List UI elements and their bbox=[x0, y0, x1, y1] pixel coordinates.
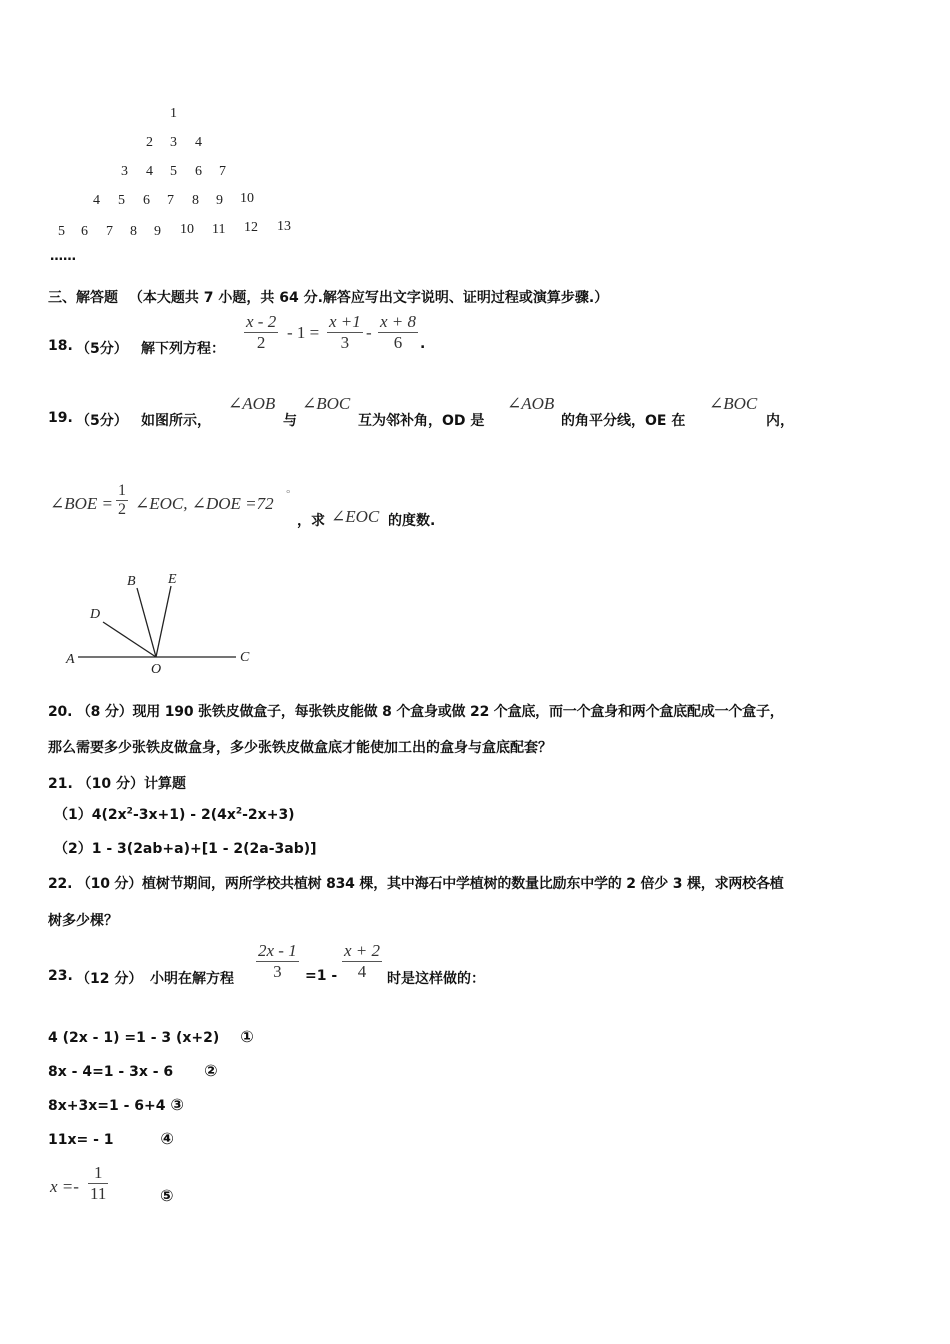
label-d: D bbox=[90, 607, 101, 622]
tri-ellipsis: …… bbox=[50, 249, 76, 264]
tri-r3-c2: 6 bbox=[143, 193, 150, 208]
q18-f1-numerator: x - 2 bbox=[246, 312, 277, 331]
section-title: 三、解答题 bbox=[48, 290, 118, 306]
tri-r4-c1: 6 bbox=[81, 224, 88, 239]
tri-r3-c6: 10 bbox=[240, 191, 254, 206]
q21-part-2 bbox=[54, 838, 317, 858]
q23-step-5-denominator: 11 bbox=[90, 1184, 107, 1203]
q23-step-5-left: x =- bbox=[50, 1177, 79, 1196]
q23-step-1-mark: ① bbox=[240, 1027, 254, 1046]
q19-text-4: 的角平分线，OE 在 bbox=[561, 413, 686, 429]
q18-fraction-1 bbox=[244, 312, 278, 353]
q23-f1-denominator: 3 bbox=[273, 962, 282, 981]
q23-step-4-expr: 11x= - 1 bbox=[48, 1132, 114, 1148]
q19-ask-pre: ，求 bbox=[297, 513, 325, 529]
q23-step-4-mark: ④ bbox=[160, 1129, 174, 1148]
tri-r4-c0: 5 bbox=[58, 224, 65, 239]
q21-part-1 bbox=[54, 804, 295, 824]
q18-minus: - bbox=[366, 323, 372, 342]
tri-r3-c0: 4 bbox=[93, 193, 100, 208]
tri-r0-c0: 1 bbox=[170, 106, 177, 121]
q23-fraction-2 bbox=[342, 941, 382, 982]
q18-points: （5分） bbox=[76, 341, 128, 357]
q21-p1-label: （1） bbox=[54, 807, 92, 823]
q23-step-2-mark: ② bbox=[204, 1061, 218, 1080]
q23-step-5-numerator: 1 bbox=[88, 1163, 108, 1184]
q23-step-1 bbox=[48, 1027, 254, 1046]
q22-line-2: 树多少棵？ bbox=[48, 913, 118, 929]
section-note: （本大题共 7 小题，共 64 分.解答应写出文字说明、证明过程或演算步骤.） bbox=[128, 290, 609, 306]
q21-p1-sup1: 2 bbox=[126, 806, 133, 817]
tri-r2-c2: 5 bbox=[170, 164, 177, 179]
label-c: C bbox=[240, 650, 250, 665]
tri-r3-c1: 5 bbox=[118, 193, 125, 208]
q19-cond-right: ∠EOC, ∠DOE =72 bbox=[135, 494, 274, 513]
q19-text-1: 如图所示， bbox=[141, 413, 211, 429]
label-a: A bbox=[66, 652, 75, 667]
tri-r4-c4: 9 bbox=[154, 224, 161, 239]
q19-text-2: 与 bbox=[283, 413, 297, 429]
q18-end: . bbox=[420, 336, 426, 352]
tri-r4-c8: 13 bbox=[277, 219, 291, 234]
section-heading bbox=[48, 287, 608, 307]
q23-mid: =1 - bbox=[305, 968, 338, 984]
label-o: O bbox=[151, 662, 162, 677]
tri-r4-c3: 8 bbox=[130, 224, 137, 239]
label-e: E bbox=[168, 572, 177, 587]
q19-half bbox=[116, 482, 128, 519]
q23-points: （12 分） bbox=[76, 971, 143, 987]
q18-text: 解下列方程： bbox=[141, 341, 225, 357]
q23-text: 小明在解方程 bbox=[150, 971, 234, 987]
q19-cond-left: ∠BOE = bbox=[50, 494, 114, 513]
q23-step-5-mark: ⑤ bbox=[160, 1186, 174, 1205]
ray-oe bbox=[156, 586, 171, 657]
q19-points: （5分） bbox=[76, 413, 128, 429]
q21-p1-sup2: 2 bbox=[235, 806, 243, 817]
q21-p1-e: -2x+3) bbox=[242, 807, 295, 823]
label-b: B bbox=[127, 574, 136, 589]
tri-r3-c3: 7 bbox=[167, 193, 174, 208]
tri-r1-c1: 3 bbox=[170, 135, 177, 150]
q19-ask-angle: ∠EOC bbox=[331, 507, 380, 526]
q19-angle-aob: ∠AOB bbox=[228, 394, 276, 413]
q19-number: 19. bbox=[48, 410, 73, 426]
q19-half-denominator: 2 bbox=[118, 501, 126, 518]
q23-f1-numerator: 2x - 1 bbox=[258, 941, 297, 960]
q19-degree: ° bbox=[286, 488, 291, 500]
q23-after: 时是这样做的： bbox=[387, 971, 485, 987]
q18-f3-numerator: x + 8 bbox=[380, 312, 417, 331]
q23-step-2-expr: 8x - 4=1 - 3x - 6 bbox=[48, 1064, 174, 1080]
q21-p2-expr: 1 - 3(2ab+a)+[1 - 2(2a-3ab)] bbox=[91, 841, 317, 857]
tri-r4-c6: 11 bbox=[212, 222, 226, 237]
q20-line-1: 20. （8 分）现用 190 张铁皮做盒子，每张铁皮能做 8 个盒身或做 22 个盒底，而一个盒身和两个盒底配成一个盒子， bbox=[48, 704, 784, 720]
q19-angle-aob-2: ∠AOB bbox=[507, 394, 555, 413]
q23-fraction-1 bbox=[256, 941, 299, 982]
q18-f2-numerator: x +1 bbox=[329, 312, 361, 331]
q23-step-1-expr: 4 (2x - 1) =1 - 3 (x+2) bbox=[48, 1030, 220, 1046]
q19-ask-post: 的度数. bbox=[388, 513, 436, 529]
tri-r3-c5: 9 bbox=[216, 193, 223, 208]
q18-mid: - 1 = bbox=[287, 323, 320, 342]
q21-p1-c: -3x+1) - 2(4x bbox=[132, 807, 236, 823]
q18-f2-denominator: 3 bbox=[340, 333, 350, 352]
q18-fraction-2 bbox=[327, 312, 363, 353]
q19-figure bbox=[60, 566, 270, 678]
q19-text-5: 内， bbox=[766, 413, 794, 429]
q23-step-3-expr: 8x+3x=1 - 6+4 bbox=[48, 1098, 166, 1114]
q19-angle-boc-2: ∠BOC bbox=[709, 394, 758, 413]
tri-r2-c1: 4 bbox=[146, 164, 153, 179]
tri-r3-c4: 8 bbox=[192, 193, 199, 208]
q18-number: 18. bbox=[48, 338, 73, 354]
q19-angle-boc: ∠BOC bbox=[302, 394, 351, 413]
q23-step-5-fraction bbox=[88, 1163, 108, 1204]
q23-number: 23. bbox=[48, 968, 73, 984]
tri-r2-c3: 6 bbox=[195, 164, 202, 179]
q23-f2-numerator: x + 2 bbox=[344, 941, 381, 960]
q19-text-3: 互为邻补角，OD 是 bbox=[358, 413, 485, 429]
tri-r4-c7: 12 bbox=[244, 220, 258, 235]
q18-f3-denominator: 6 bbox=[393, 333, 403, 352]
tri-r2-c0: 3 bbox=[121, 164, 128, 179]
q20-line-2: 那么需要多少张铁皮做盒身，多少张铁皮做盒底才能使加工出的盒身与盒底配套？ bbox=[48, 740, 552, 756]
q23-step-3 bbox=[48, 1095, 184, 1114]
q23-step-2 bbox=[48, 1061, 218, 1080]
q21-p2-label: （2） bbox=[54, 841, 92, 857]
q21-line: 21. （10 分）计算题 bbox=[48, 776, 187, 792]
q23-step-4 bbox=[48, 1129, 174, 1148]
tri-r1-c0: 2 bbox=[146, 135, 153, 150]
q18-fraction-3 bbox=[378, 312, 418, 353]
tri-r4-c2: 7 bbox=[106, 224, 113, 239]
q18-f1-denominator: 2 bbox=[256, 333, 266, 352]
q23-step-3-mark: ③ bbox=[170, 1095, 184, 1114]
q19-half-numerator: 1 bbox=[118, 482, 126, 499]
tri-r4-c5: 10 bbox=[180, 222, 194, 237]
q22-line-1: 22. （10 分）植树节期间，两所学校共植树 834 棵，其中海石中学植树的数量比励东中学的 2 倍少 3 棵，求两校各植 bbox=[48, 876, 784, 892]
q21-p1-a: 4(2x bbox=[91, 807, 127, 823]
tri-r1-c2: 4 bbox=[195, 135, 202, 150]
q23-f2-denominator: 4 bbox=[357, 962, 367, 981]
tri-r2-c4: 7 bbox=[219, 164, 226, 179]
